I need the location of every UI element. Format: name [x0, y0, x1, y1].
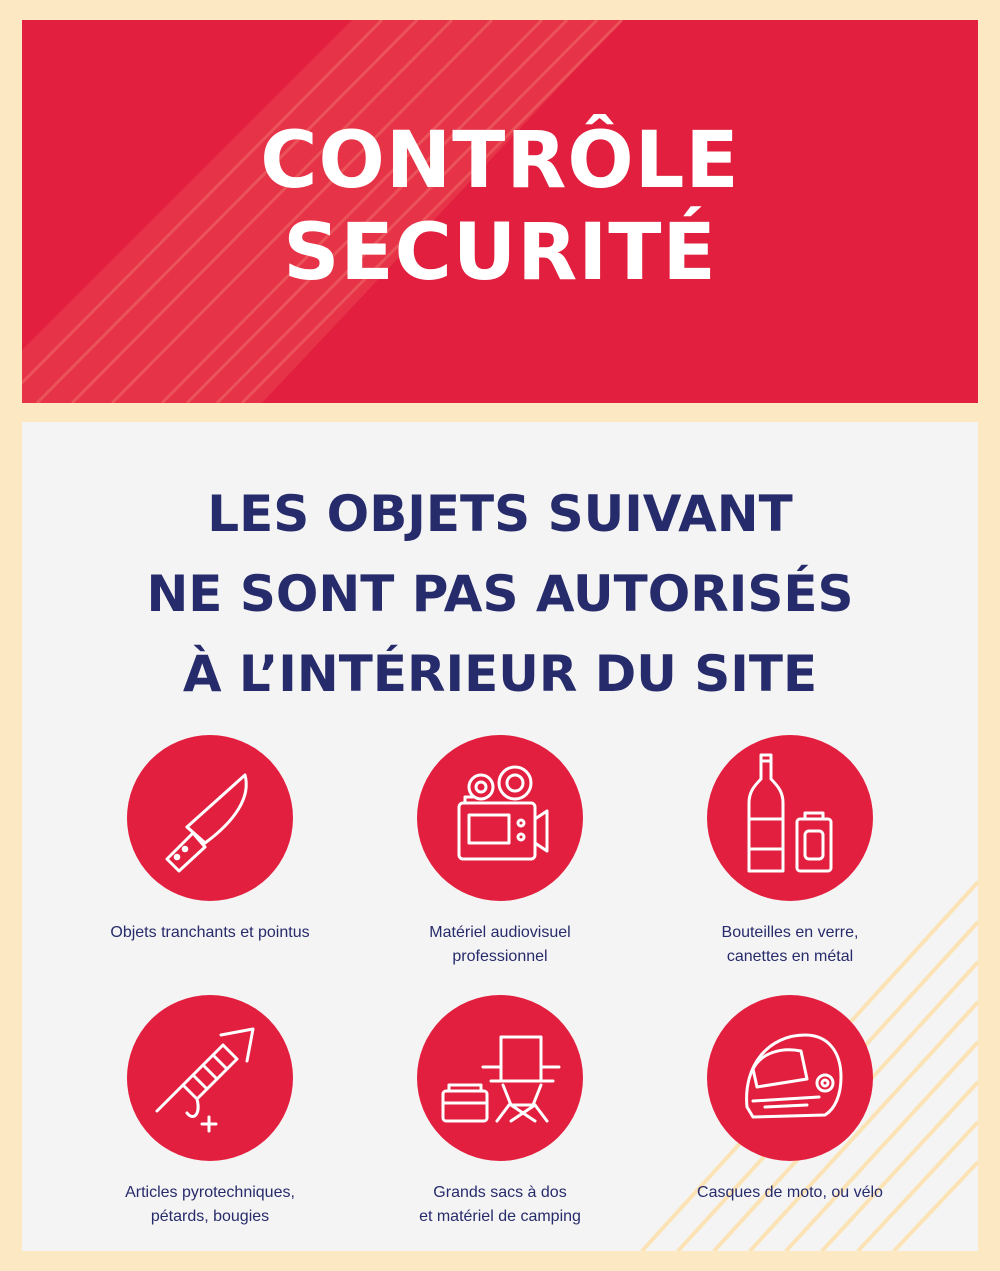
content-panel — [22, 422, 978, 1251]
item-label: Matériel audiovisuel professionnel — [429, 924, 571, 965]
helmet-icon — [707, 995, 873, 1161]
icon-circle — [127, 735, 293, 901]
icon-circle — [417, 995, 583, 1161]
page-title — [22, 115, 978, 299]
icon-circle — [127, 995, 293, 1161]
prohibited-item-bottle — [645, 735, 935, 969]
title-line-1: CONTRÔLE — [260, 116, 740, 206]
notice-line-2: NE SONT PAS AUTORISÉS — [146, 565, 854, 623]
camping-chair-icon — [417, 995, 583, 1161]
prohibited-item-knife — [65, 735, 355, 945]
icon-circle — [707, 735, 873, 901]
notice-heading — [22, 474, 978, 714]
notice-line-3: À L’INTÉRIEUR DU SITE — [182, 645, 818, 703]
icon-circle — [707, 995, 873, 1161]
title-line-2: SECURITÉ — [283, 208, 717, 298]
icon-circle — [417, 735, 583, 901]
video-camera-icon — [417, 735, 583, 901]
notice-line-1: LES OBJETS SUIVANT — [207, 485, 793, 543]
knife-icon — [127, 735, 293, 901]
item-label: Objets tranchants et pointus — [110, 924, 310, 941]
prohibited-item-camera — [355, 735, 645, 969]
prohibited-item-camping — [355, 995, 645, 1229]
prohibited-item-helmet — [645, 995, 935, 1205]
prohibited-item-firework — [65, 995, 355, 1229]
item-label: Casques de moto, ou vélo — [697, 1184, 883, 1201]
item-label: Grands sacs à dos et matériel de camping — [419, 1184, 581, 1225]
firework-rocket-icon — [127, 995, 293, 1161]
bottle-can-icon — [707, 735, 873, 901]
item-label: Bouteilles en verre, canettes en métal — [721, 924, 859, 965]
header-banner — [22, 20, 978, 403]
item-label: Articles pyrotechniques, pétards, bougies — [125, 1184, 295, 1225]
